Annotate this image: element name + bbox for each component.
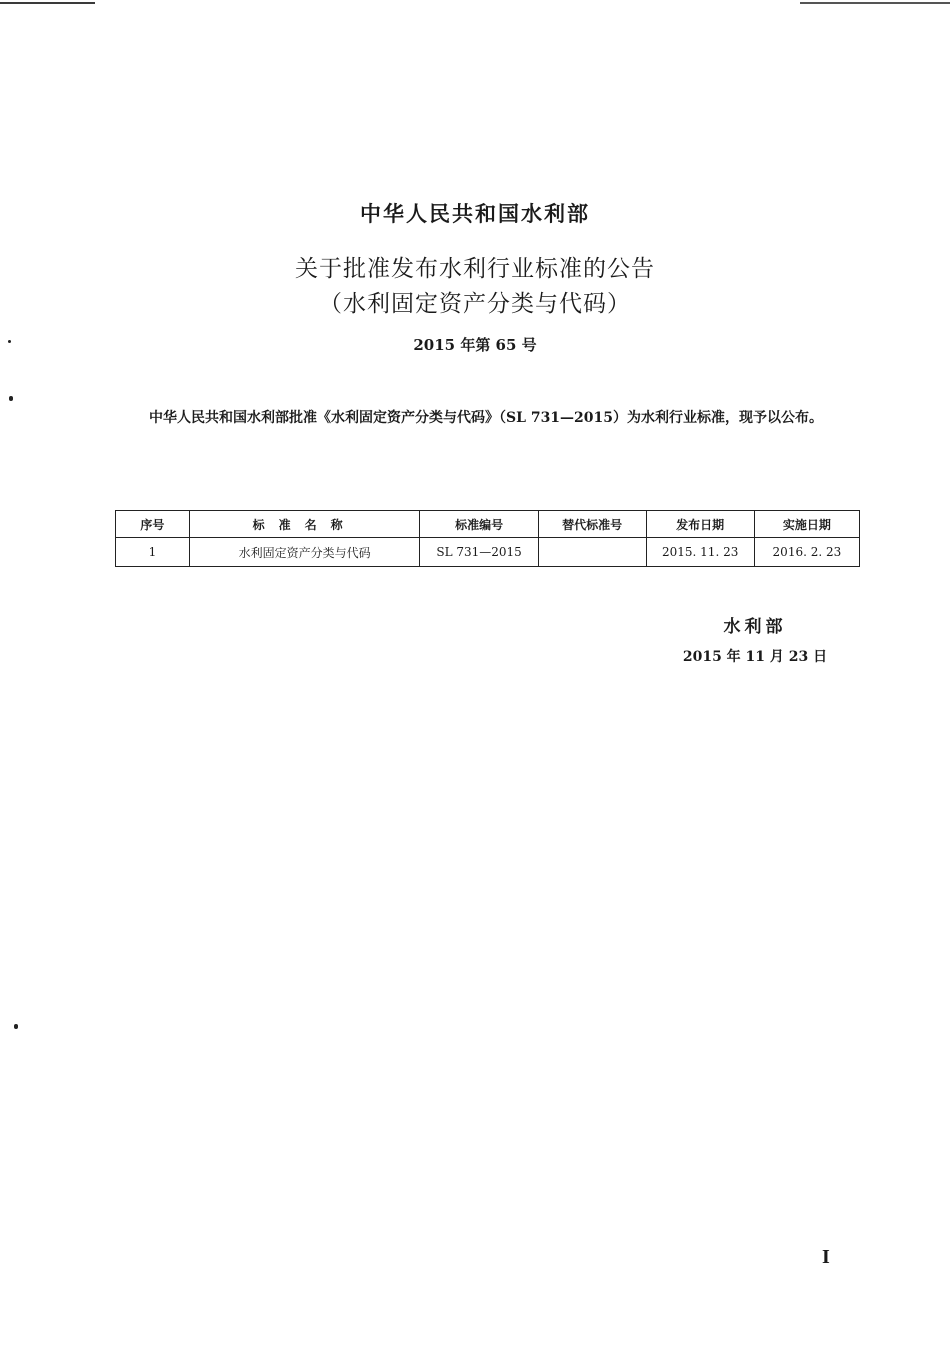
cell-seq: 1 (116, 538, 190, 567)
page-number: I (822, 1246, 830, 1268)
table-header-row (116, 511, 860, 538)
scan-artifact-line (800, 2, 950, 4)
header-effective-date: 实施日期 (754, 511, 859, 538)
header-name: 标准名称 (189, 511, 420, 538)
scan-artifact-dot (14, 1024, 18, 1029)
signature-date: 2015 年 11 月 23 日 (682, 649, 828, 665)
scan-artifact-dot (9, 396, 13, 401)
document-number: 2015 年第 65 号 (413, 336, 537, 354)
cell-code: SL 731—2015 (420, 538, 538, 567)
announcement-subtitle: （水利固定资产分类与代码） (319, 291, 631, 317)
table-row (116, 538, 860, 567)
announcement-title: 关于批准发布水利行业标准的公告 (295, 256, 655, 282)
signature-org: 水利部 (723, 617, 787, 637)
announcement-body: 中华人民共和国水利部批准《水利固定资产分类与代码》（SL 731—2015）为水利行业标准，现予以公布。 (149, 410, 824, 426)
cell-name: 水利固定资产分类与代码 (189, 538, 420, 567)
cell-effective-date: 2016. 2. 23 (754, 538, 859, 567)
header-issue-date: 发布日期 (646, 511, 754, 538)
scan-artifact-line (0, 2, 95, 4)
header-code: 标准编号 (420, 511, 538, 538)
cell-replaced (538, 538, 646, 567)
standards-table (115, 510, 860, 567)
cell-issue-date: 2015. 11. 23 (646, 538, 754, 567)
header-replaced: 替代标准号 (538, 511, 646, 538)
issuer-heading: 中华人民共和国水利部 (360, 201, 590, 226)
header-seq: 序号 (116, 511, 190, 538)
